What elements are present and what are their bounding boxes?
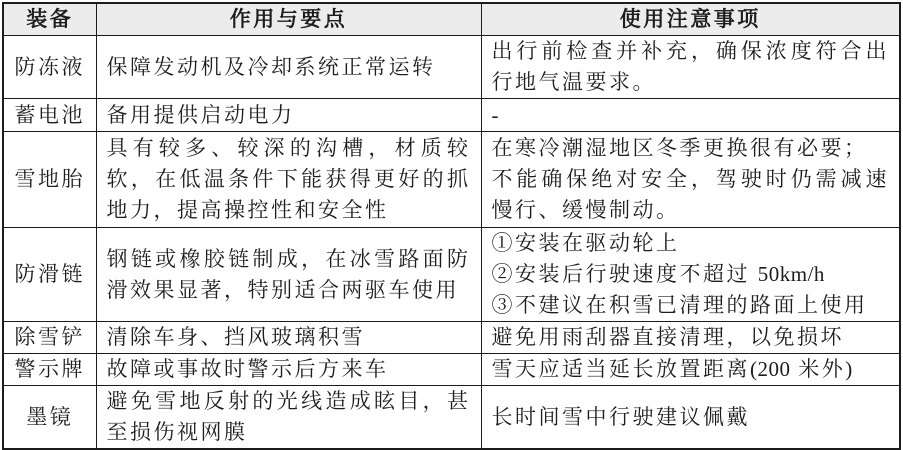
header-cell-notes: 使用注意事项 xyxy=(481,3,900,36)
cell-equipment: 除雪铲 xyxy=(3,322,96,354)
header-cell-function: 作用与要点 xyxy=(96,3,481,36)
cell-function: 钢链或橡胶链制成，在冰雪路面防滑效果显著，特别适合两驱车使用 xyxy=(96,228,481,322)
cell-notes: 出行前检查并补充，确保浓度符合出行地气温要求。 xyxy=(481,36,900,99)
table-row xyxy=(3,228,900,322)
note-line: 不能确保绝对安全，驾驶时仍需减速慢行、缓慢制动。 xyxy=(491,167,889,222)
table-row xyxy=(3,132,900,228)
cell-equipment: 防冻液 xyxy=(3,36,96,99)
cell-notes: - xyxy=(481,99,900,132)
table-row xyxy=(3,99,900,132)
cell-equipment: 蓄电池 xyxy=(3,99,96,132)
note-line: ③不建议在积雪已清理的路面上使用 xyxy=(491,293,868,317)
table-row xyxy=(3,386,900,450)
cell-function: 保障发动机及冷却系统正常运转 xyxy=(96,36,481,99)
cell-notes xyxy=(481,228,900,322)
table-row xyxy=(3,354,900,386)
cell-notes: 雪天应适当延长放置距离(200 米外) xyxy=(481,354,900,386)
cell-function: 避免雪地反射的光线造成眩目，甚至损伤视网膜 xyxy=(96,386,481,450)
cell-function: 故障或事故时警示后方来车 xyxy=(96,354,481,386)
table-row xyxy=(3,36,900,99)
note-line: ②安装后行驶速度不超过 50km/h xyxy=(491,262,825,286)
winter-equipment-table xyxy=(2,2,901,450)
cell-equipment: 防滑链 xyxy=(3,228,96,322)
cell-function: 具有较多、较深的沟槽，材质较软，在低温条件下能获得更好的抓地力，提高操控性和安全性 xyxy=(96,132,481,228)
note-line: ①安装在驱动轮上 xyxy=(491,231,680,255)
cell-notes: 长时间雪中行驶建议佩戴 xyxy=(481,386,900,450)
table-header-row xyxy=(3,3,900,36)
cell-equipment: 警示牌 xyxy=(3,354,96,386)
cell-function: 备用提供启动电力 xyxy=(96,99,481,132)
cell-notes: 避免用雨刮器直接清理，以免损坏 xyxy=(481,322,900,354)
cell-equipment: 墨镜 xyxy=(3,386,96,450)
cell-function: 清除车身、挡风玻璃积雪 xyxy=(96,322,481,354)
table-body xyxy=(3,36,900,450)
table-row xyxy=(3,322,900,354)
cell-equipment: 雪地胎 xyxy=(3,132,96,228)
note-line: 在寒冷潮湿地区冬季更换很有必要； xyxy=(491,136,868,160)
header-cell-equipment: 装备 xyxy=(3,3,96,36)
cell-notes xyxy=(481,132,900,228)
